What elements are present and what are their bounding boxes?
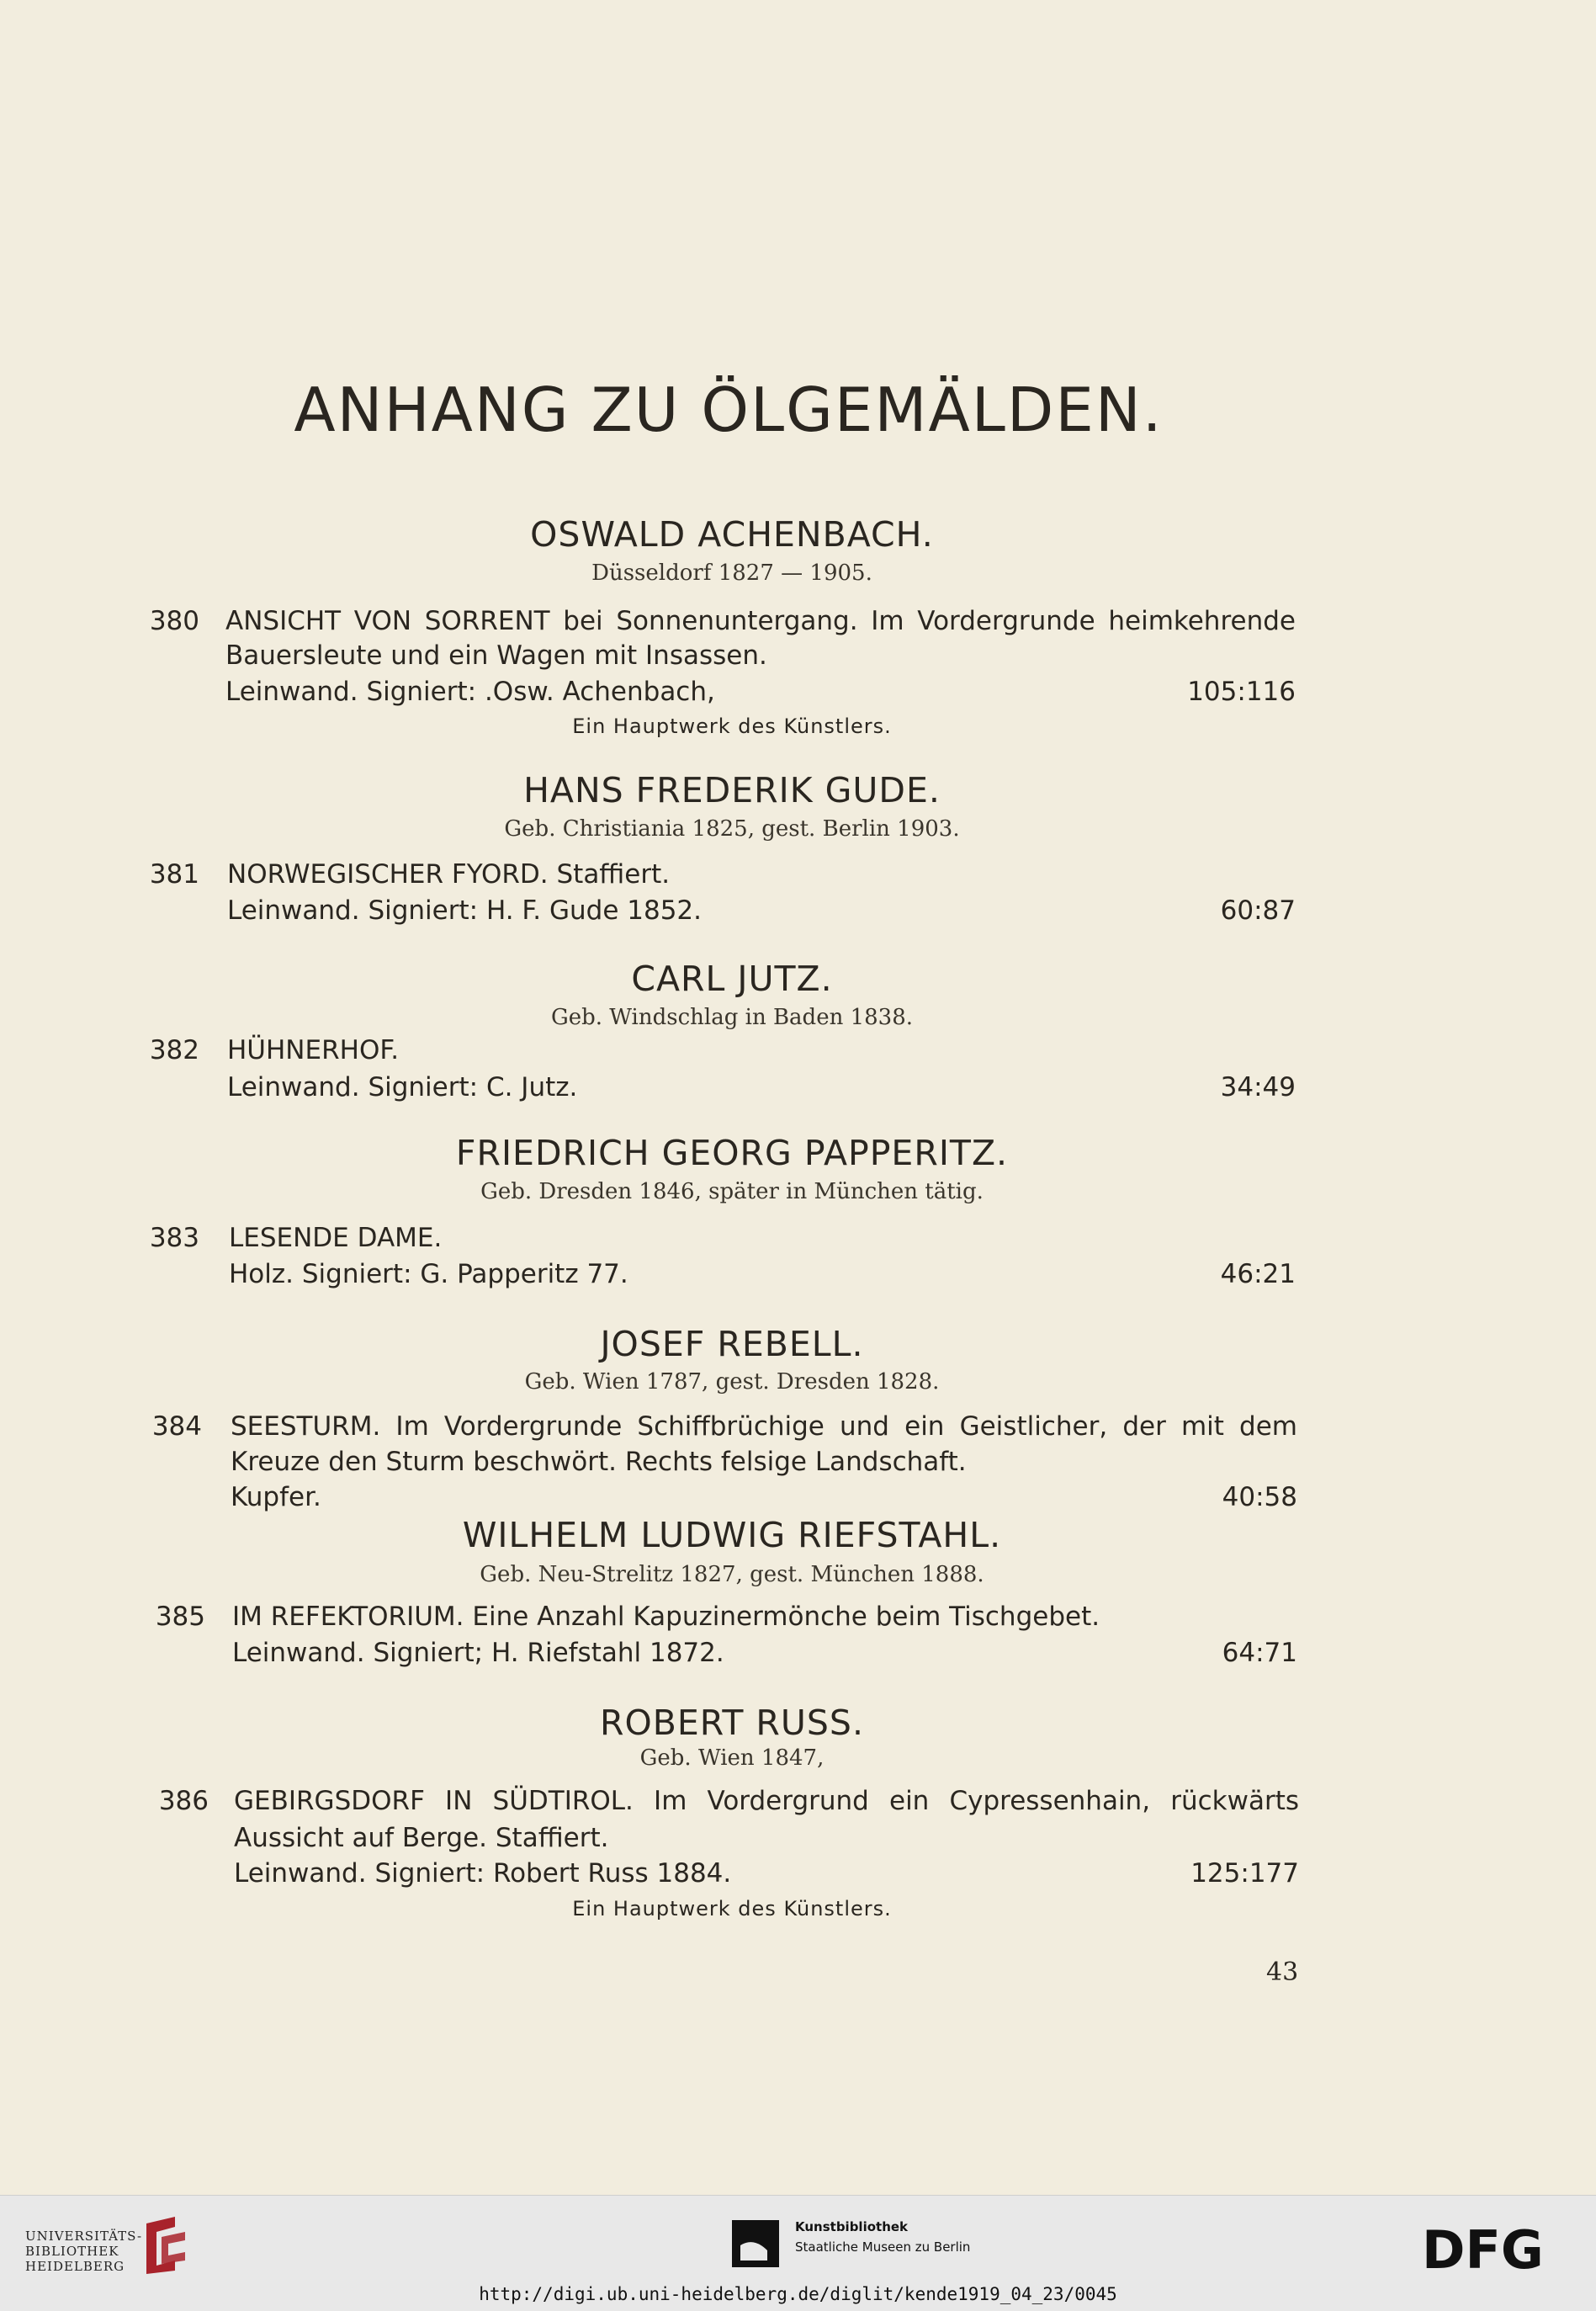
- kunstbibliothek-label[interactable]: [795, 2217, 970, 2257]
- ub-heidelberg-label[interactable]: [25, 2229, 142, 2274]
- artist-name: WILHELM LUDWIG RIEFSTAHL.: [462, 1515, 1002, 1555]
- artist-dates: Geb. Dresden 1846, später in München tätig.: [480, 1179, 984, 1204]
- lot-note: Ein Hauptwerk des Künstlers.: [572, 715, 892, 738]
- lot-number: 384: [151, 1411, 202, 1442]
- page-title: ANHANG ZU ÖLGEMÄLDEN.: [294, 375, 1164, 445]
- lot-price: 40:58: [1222, 1482, 1297, 1512]
- artist-dates: Geb. Wien 1787, gest. Dresden 1828.: [524, 1369, 940, 1395]
- lot-support-signature: Kupfer.: [231, 1482, 321, 1512]
- lot-description: Bauersleute und ein Wagen mit Insassen.: [225, 640, 767, 671]
- lot-price: 60:87: [1220, 895, 1296, 926]
- lot-description: LESENDE DAME.: [229, 1223, 443, 1253]
- lot-support-signature: Leinwand. Signiert: Robert Russ 1884.: [234, 1858, 732, 1889]
- lot-support-signature: Leinwand. Signiert: H. F. Gude 1852.: [227, 895, 702, 926]
- artist-name: HANS FREDERIK GUDE.: [523, 770, 941, 810]
- page-number: 43: [1266, 1958, 1299, 1987]
- lot-price: 34:49: [1220, 1072, 1296, 1102]
- lot-support-signature: Leinwand. Signiert; H. Riefstahl 1872.: [232, 1638, 724, 1668]
- lot-description: GEBIRGSDORF IN SÜDTIROL. Im Vordergrund ein Cypressenhain, rückwärts: [234, 1786, 1299, 1816]
- lot-number: 385: [155, 1602, 205, 1632]
- artist-name: CARL JUTZ.: [631, 959, 833, 999]
- lot-support-signature: Leinwand. Signiert: C. Jutz.: [227, 1072, 578, 1102]
- ub-heidelberg-logo-icon[interactable]: [141, 2215, 192, 2276]
- kb-subtitle: Staatliche Museen zu Berlin: [795, 2239, 971, 2255]
- artist-dates: Geb. Neu-Strelitz 1827, gest. München 1888.: [480, 1562, 984, 1587]
- lot-description: HÜHNERHOF.: [227, 1035, 400, 1065]
- dfg-text: DFG: [1422, 2224, 1544, 2275]
- lot-price: 46:21: [1220, 1259, 1296, 1289]
- lot-description: Kreuze den Sturm beschwört. Rechts felsige Landschaft.: [231, 1447, 967, 1477]
- kunstbibliothek-logo-icon[interactable]: [730, 2218, 781, 2269]
- lot-description: ANSICHT VON SORRENT bei Sonnenuntergang. Im Vordergrunde heimkehrende: [225, 606, 1296, 636]
- ub-line: UNIVERSITÄTS-: [25, 2229, 143, 2244]
- artist-name: FRIEDRICH GEORG PAPPERITZ.: [455, 1133, 1009, 1173]
- lot-price: 105:116: [1187, 677, 1296, 707]
- ub-line: BIBLIOTHEK: [25, 2244, 119, 2259]
- artist-dates: Geb. Windschlag in Baden 1838.: [550, 1005, 914, 1030]
- lot-note: Ein Hauptwerk des Künstlers.: [572, 1897, 892, 1921]
- permalink-url[interactable]: http://digi.ub.uni-heidelberg.de/diglit/kende1919_04_23/0045: [479, 2284, 1117, 2304]
- artist-name: JOSEF REBELL.: [600, 1324, 864, 1364]
- lot-number: 386: [158, 1786, 209, 1816]
- lot-price: 125:177: [1190, 1858, 1299, 1889]
- artist-dates: Düsseldorf 1827 — 1905.: [591, 560, 872, 586]
- ub-line: HEIDELBERG: [25, 2259, 125, 2274]
- kb-title: Kunstbibliothek: [795, 2219, 909, 2234]
- artist-dates: Geb. Wien 1847,: [639, 1745, 825, 1771]
- dfg-logo-icon[interactable]: [1422, 2224, 1573, 2275]
- lot-support-signature: Holz. Signiert: G. Papperitz 77.: [229, 1259, 628, 1289]
- artist-dates: Geb. Christiania 1825, gest. Berlin 1903.: [504, 816, 960, 842]
- lot-number: 381: [149, 859, 199, 890]
- lot-number: 380: [149, 606, 199, 636]
- artist-name: ROBERT RUSS.: [600, 1703, 864, 1743]
- artist-name: OSWALD ACHENBACH.: [530, 514, 934, 555]
- lot-description: NORWEGISCHER FYORD. Staffiert.: [227, 859, 671, 890]
- lot-number: 382: [149, 1035, 199, 1065]
- lot-description: IM REFEKTORIUM. Eine Anzahl Kapuzinermönche beim Tischgebet.: [232, 1602, 1100, 1632]
- lot-price: 64:71: [1222, 1638, 1297, 1668]
- lot-description: SEESTURM. Im Vordergrunde Schiffbrüchige und ein Geistlicher, der mit dem: [231, 1411, 1297, 1442]
- lot-support-signature: Leinwand. Signiert: .Osw. Achenbach,: [225, 677, 715, 707]
- lot-description: Aussicht auf Berge. Staffiert.: [234, 1823, 609, 1853]
- lot-number: 383: [149, 1223, 199, 1253]
